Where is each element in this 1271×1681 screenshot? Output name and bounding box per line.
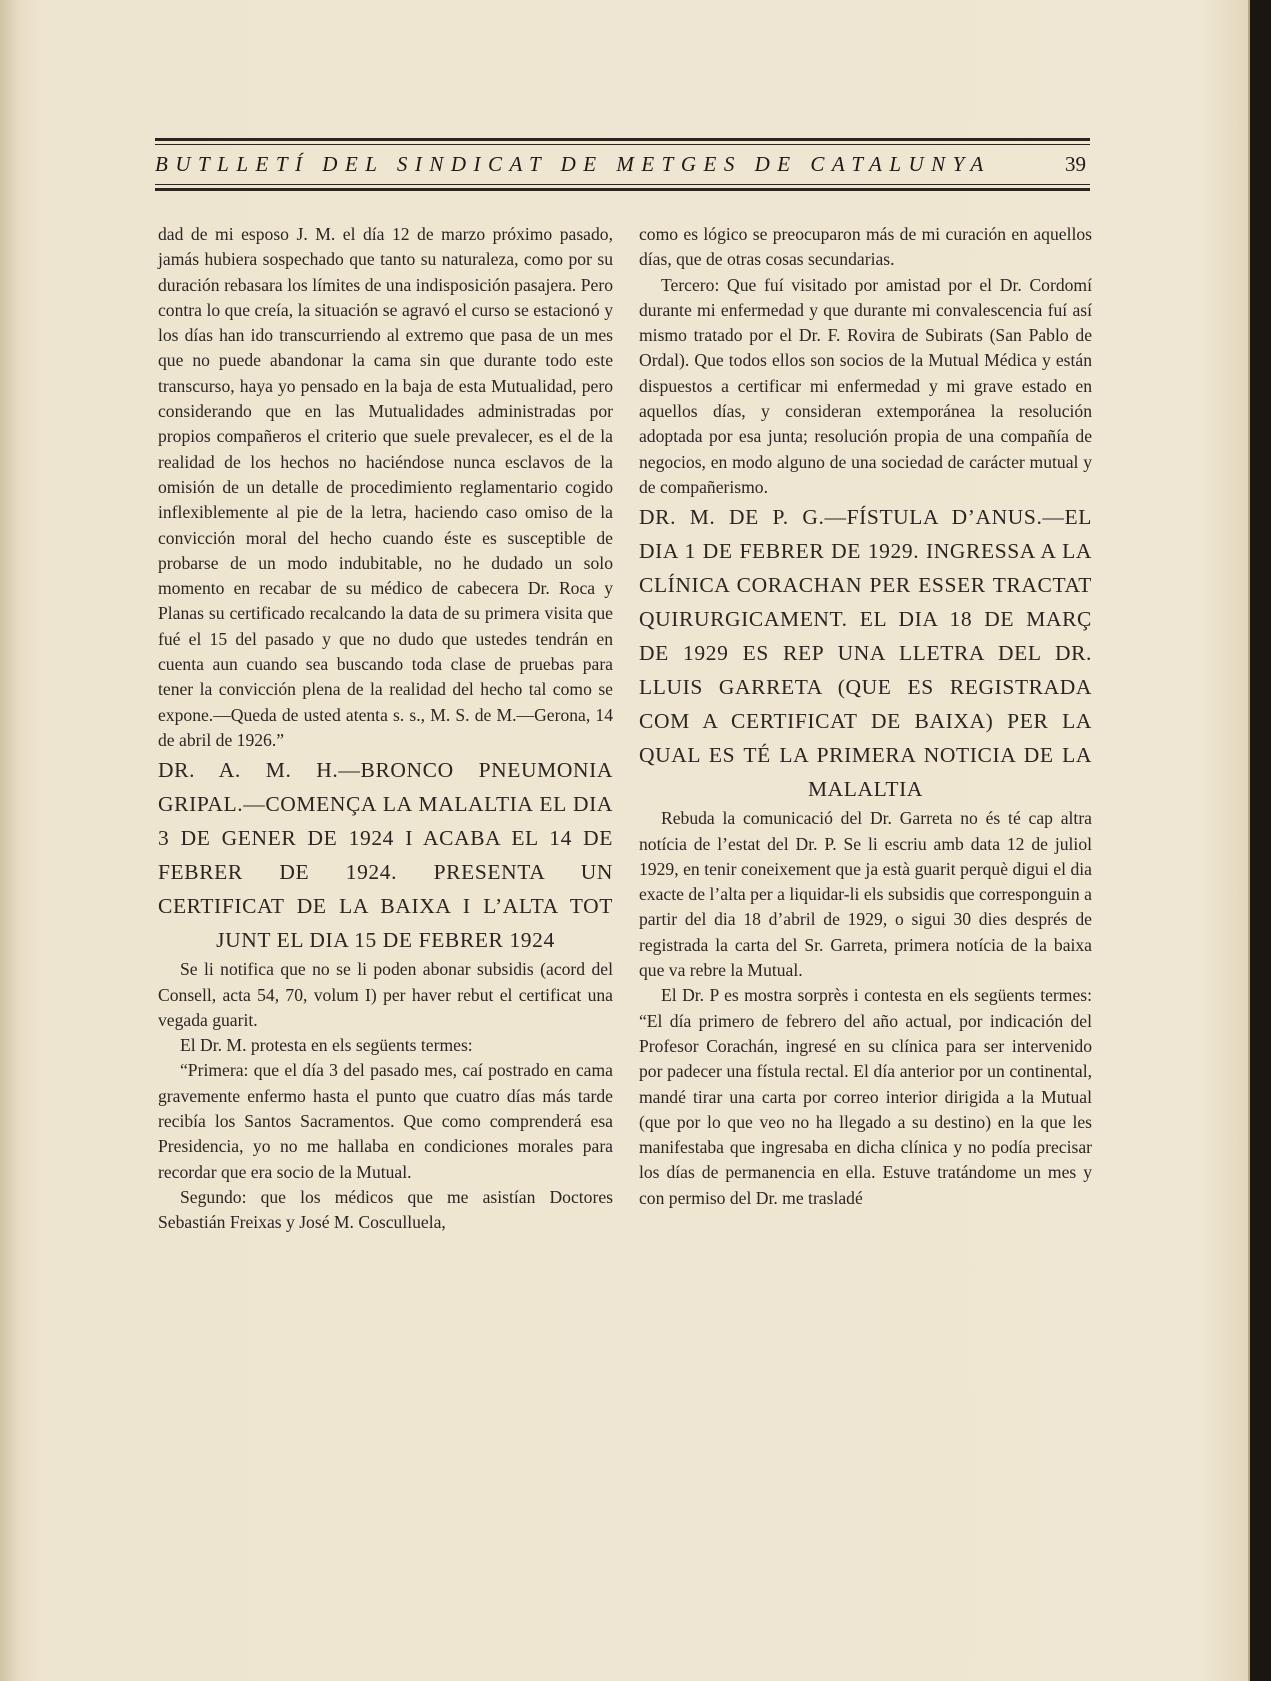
right-column [639, 222, 1092, 1211]
left-column [158, 222, 613, 1236]
header-rule [155, 144, 1090, 145]
paragraph: dad de mi esposo J. M. el día 12 de marzo próximo pasado, jamás hubiera sospechado que tanto su naturaleza, como por su duración rebasara los límites de una indisposición pasajera. Pero contra lo que creía, la situación se agravó el curso se estacionó y los días han ido transcurriendo al extremo que pasa de un mes que no puede abandonar la cama sin que durante todo este transcurso, haya yo pensado en la baja de esta Mutualidad, pero considerando que en las Mutualidades administradas por propios compañeros el criterio que suele prevalecer, es el de la realidad de los hechos no haciéndose nunca esclavos de la omisión de un detalle de procedimiento reglamentario cogido inflexiblemente al pie de la letra, haciendo caso omiso de la convicción moral del hecho cuando éste es susceptible de probarse de un modo indubitable, no he dudado un solo momento en recabar de su médico de cabecera Dr. Roca y Planas su certificado recalcando la data de su primera visita que fué el 15 del pasado y que no dudo que ustedes tendrán en cuenta aun cuando sea buscando toda clase de pruebas para tener la convicción plena de la realidad del hecho tal como se expone.—Queda de usted atenta s. s., M. S. de M.—Gerona, 14 de abril de 1926.” [158, 224, 613, 750]
header-rule [155, 184, 1090, 185]
paragraph: “Primera: que el día 3 del pasado mes, caí postrado en cama gravemente enfermo hasta el punto que cuatro días más tarde recibía los Santos Sacramentos. Que como comprenderá esa Presidencia, yo no me hallaba en condiciones morales para recordar que era socio de la Mutual. [158, 1060, 613, 1182]
paragraph: El Dr. P es mostra sorprès i contesta en els següents termes: “El día primero de febrero del año actual, por indicación del Profesor Corachán, ingresé en su clínica para ser intervenido por padecer una fístula rectal. El día anterior por un continental, mandé tirar una carta por correo interior dirigida a la Mutual (que por lo que veo no ha llegado a su destino) en la que les manifestaba que ingresaba en dicha clínica y no podía precisar los días de permanencia en ella. Estuve tratándome un mes y con permiso del Dr. me trasladé [639, 985, 1092, 1208]
paragraph: Rebuda la comunicació del Dr. Garreta no és té cap altra notícia de l’estat del Dr. P. Se li escriu amb data 12 de juliol 1929, en tenir coneixement que ja està guarit perquè digui el dia exacte de l’alta per a liquidar-li els subsidis que corresponguin a partir del dia 18 d’abril de 1929, o sigui 30 dies després de registrada la carta del Sr. Garreta, primera notícia de la baixa que va rebre la Mutual. [639, 808, 1092, 981]
paragraph: Segundo: que los médicos que me asistían Doctores Sebastián Freixas y José M. Cosculluela, [158, 1186, 613, 1233]
paragraph: Se li notifica que no se li poden abonar subsidis (acord del Consell, acta 54, 70, volum I) per haver rebut el certificat una vegada guarit. [158, 959, 613, 1030]
case-heading: DR. A. M. H.—BRONCO PNEUMONIA GRIPAL.—COMENÇA LA MALALTIA EL DIA 3 DE GENER DE 1924 I ACABA EL 14 DE FEBRER DE 1924. PRESENTA UN CERTIFICAT DE LA BAIXA I L’ALTA TOT JUNT EL DIA 15 DE FEBRER 1924 [158, 758, 613, 953]
header-rule [155, 188, 1090, 191]
paragraph: Tercero: Que fuí visitado por amistad por el Dr. Cordomí durante mi enfermedad y que durante mi convalescencia fuí así mismo tratado por el Dr. F. Rovira de Subirats (San Pablo de Ordal). Que todos ellos son socios de la Mutual Médica y están dispuestos a certificar mi enfermedad y mi grave estado en aquellos días, y consideran extemporánea la resolución adoptada por esa junta; resolución propia de una compañía de negocios, en modo alguno de una sociedad de carácter mutual y de compañerismo. [639, 274, 1092, 497]
case-heading: DR. M. DE P. G.—FÍSTULA D’ANUS.—EL DIA 1 DE FEBRER DE 1929. INGRESSA A LA CLÍNICA CORACHAN PER ESSER TRACTAT QUIRURGICAMENT. EL DIA 18 DE MARÇ DE 1929 ES REP UNA LLETRA DEL DR. LLUIS GARRETA (QUE ES REGISTRADA COM A CERTIFICAT DE BAIXA) PER LA QUAL ES TÉ LA PRIMERA NOTICIA DE LA MALALTIA [639, 505, 1092, 802]
running-header [155, 138, 1090, 196]
paragraph: El Dr. M. protesta en els següents termes: [180, 1035, 473, 1056]
header-rule [155, 138, 1090, 141]
journal-title: BUTLLETÍ DEL SINDICAT DE METGES DE CATALUNYA [155, 152, 991, 176]
paragraph: como es lógico se preocuparon más de mi curación en aquellos días, que de otras cosas secundarias. [639, 224, 1092, 270]
page-number: 39 [1065, 152, 1086, 176]
